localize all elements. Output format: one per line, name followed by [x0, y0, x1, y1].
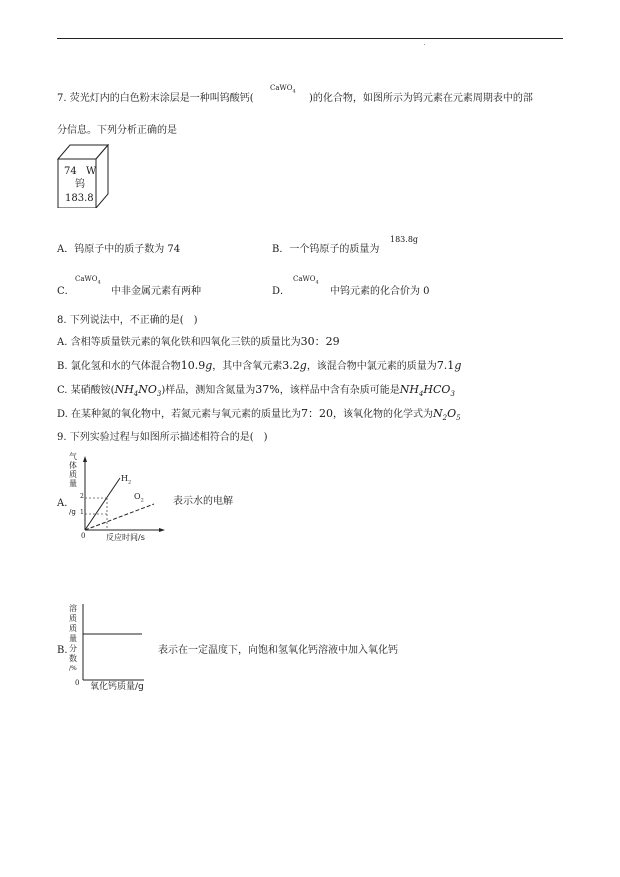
element-number: 74: [64, 166, 77, 177]
q8-option-d: D. 在某种氮的氧化物中，若氮元素与氧元素的质量比为7：20，该氧化物的化学式为$N_2O_5$: [57, 407, 461, 422]
q7-option-d-text: 中钨元素的化合价为 0: [330, 286, 430, 297]
element-name: 钨: [75, 179, 85, 190]
graph-a-ylabel-unit: /g: [69, 508, 76, 516]
q7-option-c-formula: CaWO$_4$: [75, 275, 101, 286]
graph-b-ylabel-1: 溶: [69, 604, 77, 613]
graph-a-ylabel-1: 气: [69, 452, 77, 461]
graph-b-origin: 0: [75, 679, 80, 687]
element-mass: 183.8: [65, 193, 94, 204]
graph-a-h2-label: $H_2$: [121, 474, 132, 486]
graph-a-ytick-2: 2: [80, 493, 84, 500]
q9-option-b-label: B.: [57, 645, 68, 656]
q9-graph-a: [66, 452, 166, 544]
q7-stem-part1: 7. 荧光灯内的白色粉末涂层是一种叫钨酸钙(: [57, 93, 254, 104]
graph-a-xlabel: 反应时间/s: [106, 533, 145, 542]
q7-option-d-label: D．: [272, 286, 291, 297]
graph-b-ylabel-2: 质: [69, 614, 77, 623]
graph-a-ylabel-3: 质: [69, 470, 77, 479]
graph-a-o2-label: $O_2$: [134, 492, 144, 504]
graph-b-ylabel-4: 量: [69, 634, 77, 643]
q7-option-b: B．一个钨原子的质量为: [272, 244, 380, 255]
q7-option-a: A．钨原子中的质子数为 74: [57, 244, 181, 255]
q8-option-a: A. 含相等质量铁元素的氧化铁和四氧化三铁的质量比为30：29: [57, 335, 340, 348]
q9-stem: 9. 下列实验过程与如图所示描述相符合的是( ): [57, 432, 268, 443]
graph-a-ytick-1: 1: [80, 509, 84, 516]
q9-option-a-label: A.: [57, 498, 68, 509]
q9-graph-b: [66, 600, 166, 696]
q8-stem: 8. 下列说法中，不正确的是( ): [57, 315, 198, 326]
q7-stem-line2: 分信息。下列分析正确的是: [57, 125, 177, 136]
graph-b-ylabel-5: 分: [69, 644, 77, 653]
graph-b-ylabel-6: 数: [69, 654, 77, 663]
q7-option-c-text: 中非金属元素有两种: [111, 286, 201, 297]
q9-option-a-desc: 表示水的电解: [173, 496, 233, 507]
header-dot: [424, 44, 425, 45]
q7-stem-part2: )的化合物，如图所示为钨元素在元素周期表中的部: [309, 93, 533, 104]
graph-b-ylabel-unit: /%: [69, 665, 77, 672]
element-symbol: W: [86, 166, 97, 177]
q7-option-c-label: C．: [57, 286, 75, 297]
q8-option-c: C. 某硝酸铵$(NH_4NO_3)$样品，测知含氮量为37%，该样品中含有杂质可能是$NH_4HCO_3$: [57, 383, 455, 398]
q7-formula: CaWO$_4$: [270, 84, 296, 95]
q8-option-b: B. 氯化氢和水的气体混合物10.9g，其中含氧元素3.2g，该混合物中氯元素的质量为7.1g: [57, 359, 462, 372]
q7-option-d-formula: CaWO$_4$: [293, 275, 319, 286]
q7-option-b-mass: 183.8g: [390, 235, 419, 244]
graph-a-origin: 0: [81, 532, 86, 540]
graph-b-xlabel: 氧化钙质量/g: [90, 682, 144, 692]
graph-a-ylabel-2: 体: [69, 461, 77, 470]
header-rule: [57, 38, 563, 39]
graph-b-ylabel-3: 质: [69, 624, 77, 633]
graph-a-ylabel-4: 量: [69, 479, 77, 488]
q9-option-b-desc: 表示在一定温度下，向饱和氢氧化钙溶液中加入氧化钙: [158, 645, 398, 656]
